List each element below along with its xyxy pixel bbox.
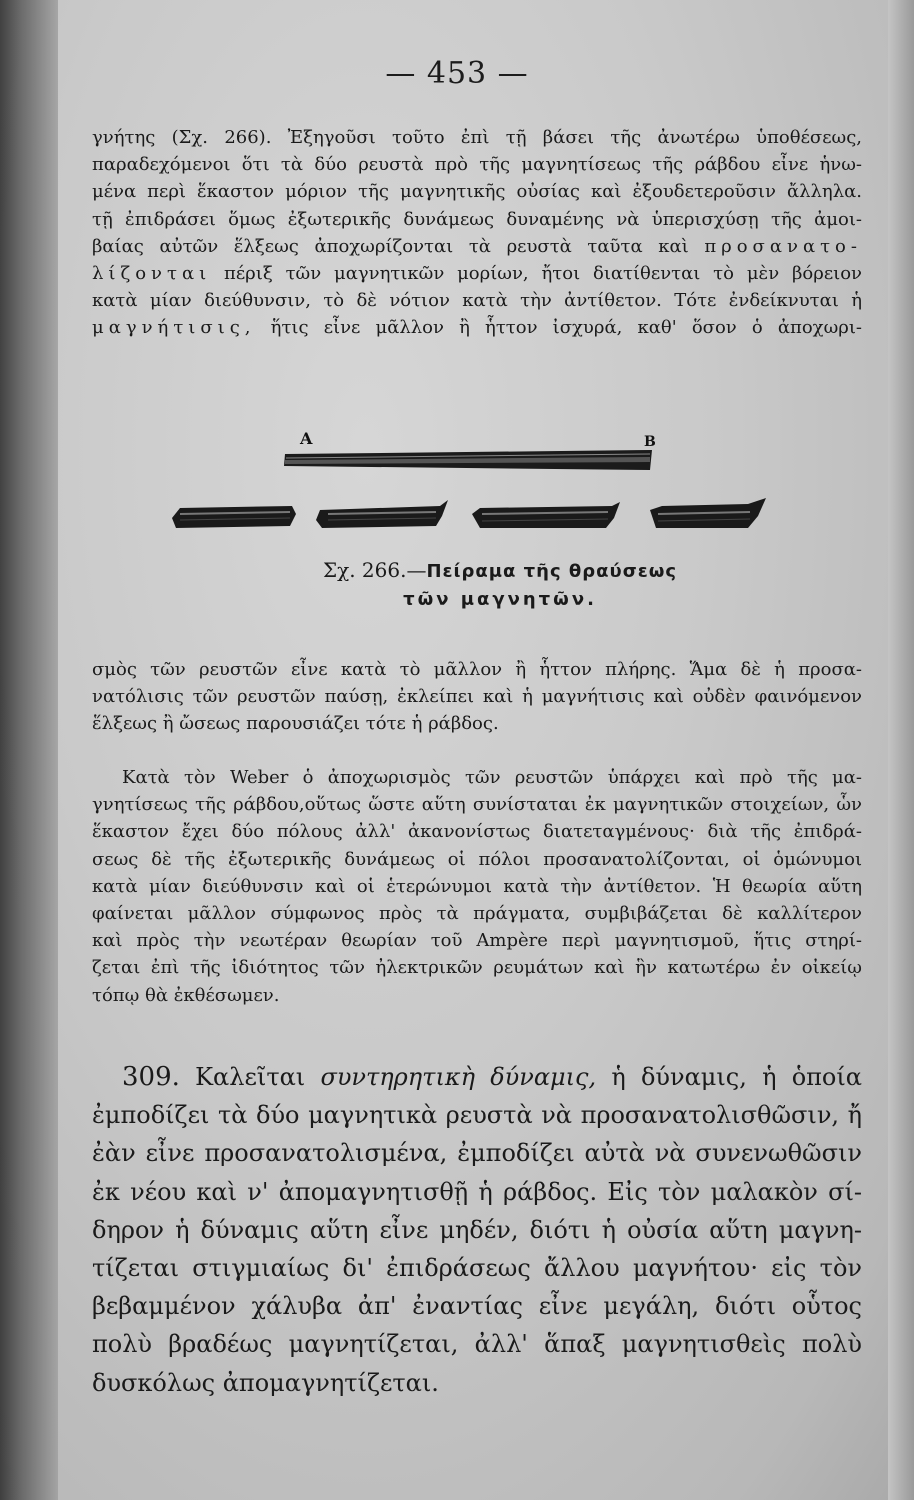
text-line bbox=[92, 260, 862, 287]
text-line: κατὰ μίαν διεύθυνσιν, τὸ δὲ νότιον κατὰ τὴν ἀντίθετον. Τότε ἐνδείκνυται ἡ bbox=[92, 290, 862, 312]
text-line: βεβαμμένον χάλυβα ἀπ' ἐναντίας εἶνε μεγάλη, διότι οὗτος bbox=[92, 1292, 862, 1321]
text-line bbox=[92, 233, 862, 260]
caption-prefix: Σχ. 266.— bbox=[322, 558, 427, 582]
text-line: σμὸς τῶν ρευστῶν εἶνε κατὰ τὸ μᾶλλον ἢ ἧττον πλήρης. Ἅμα δὲ ἡ προσα- bbox=[92, 659, 862, 680]
text-line: πολὺ βραδέως μαγνητίζεται, ἀλλ' ἅπαξ μαγνητισθεὶς πολὺ bbox=[92, 1330, 862, 1359]
whole-magnet-bar bbox=[284, 450, 652, 470]
label-b: B bbox=[644, 434, 656, 450]
label-a: A bbox=[300, 429, 313, 448]
text-line: ἕκαστον ἔχει δύο πόλους ἀλλ' ἀκανονίστως διατεταγμένους· διὰ τῆς ἐπιδρά- bbox=[92, 821, 862, 843]
broken-piece-1 bbox=[172, 506, 296, 528]
text-line: γνήτης (Σχ. 266). Ἐξηγοῦσι τοῦτο ἐπὶ τῇ βάσει τῆς ἀνωτέρω ὑποθέσεως, bbox=[92, 127, 862, 148]
text-segment: ἡ δύναμις, ἡ ὁποία bbox=[611, 1063, 862, 1091]
broken-piece-4 bbox=[650, 498, 766, 528]
text-line: τόπῳ θὰ ἐκθέσωμεν. bbox=[92, 984, 280, 1006]
text-segment: ἥτις εἶνε μᾶλλον ἢ ἧττον ἰσχυρά, καθ' ὅσον ὁ ἀποχωρι- bbox=[270, 317, 862, 339]
spaced-word: λίζονται bbox=[92, 263, 212, 285]
text-line: καὶ πρὸς τὴν νεωτέραν θεωρίαν τοῦ Ampère περὶ μαγνητισμοῦ, ἥτις στηρί- bbox=[92, 930, 862, 952]
page-edge bbox=[888, 0, 914, 1500]
section-number: 309. bbox=[122, 1062, 180, 1092]
text-line: δηρον ἡ δύναμις αὕτη εἶνε μηδέν, διότι ἡ οὐσία αὕτη μαγνη- bbox=[92, 1215, 862, 1244]
text-line: παραδεχόμενοι ὅτι τὰ δύο ρευστὰ πρὸ τῆς μαγνητίσεως τῆς ράβδου εἶνε ἡνω- bbox=[92, 154, 862, 176]
top-paragraph bbox=[92, 124, 862, 342]
text-line: σεως δὲ τῆς ἐξωτερικῆς δυνάμεως οἱ πόλοι προσανατολίζονται, οἱ ὁμώνυμοι bbox=[92, 848, 862, 870]
middle-paragraph bbox=[92, 656, 862, 738]
caption-title: Πείραμα τῆς θραύσεως bbox=[426, 561, 678, 582]
text-line: φαίνεται μᾶλλον σύμφωνος πρὸς τὰ πράγματα, συμβιβάζεται δὲ καλλίτερον bbox=[92, 903, 862, 925]
text-line: ἐὰν εἶνε προσανατολισμένα, ἐμποδίζει αὐτὰ νὰ συνενωθῶσιν bbox=[92, 1139, 862, 1168]
text-segment: βαίας αὐτῶν ἕλξεως ἀποχωρίζονται τὰ ρευστὰ ταῦτα καὶ bbox=[92, 235, 689, 257]
caption-line-2: τῶν μαγνητῶν. bbox=[403, 589, 597, 610]
defined-term: συντηρητικὴ δύναμις, bbox=[320, 1063, 597, 1091]
weber-paragraph bbox=[92, 764, 862, 1009]
text-line: δυσκόλως ἀπομαγνητίζεται. bbox=[92, 1368, 439, 1397]
text-line: μένα περὶ ἕκαστον μόριον τῆς μαγνητικῆς οὐσίας καὶ ἐξουδετεροῦσιν ἄλληλα. bbox=[92, 181, 862, 203]
text-line: νατόλισις τῶν ρευστῶν παύσῃ, ἐκλείπει καὶ ἡ μαγνήτισις καὶ οὐδὲν φαινόμενον bbox=[92, 686, 862, 708]
spaced-word: μαγνήτισις, bbox=[92, 317, 256, 339]
text-line: κατὰ μίαν διεύθυνσιν καὶ οἱ ἑτερώνυμοι κατὰ τὴν ἀντίθετον. Ἡ θεωρία αὕτη bbox=[92, 875, 862, 897]
text-line: τῇ ἐπιδράσει ὅμως ἐξωτερικῆς δυνάμεως δυναμένης νὰ ὑπερισχύσῃ τῆς ἀμοι- bbox=[92, 208, 862, 230]
text-line: τίζεται στιγμιαίως δι' ἐπιδράσεως ἄλλου μαγνήτου· εἰς τὸν bbox=[92, 1254, 862, 1283]
text-line: ἐμποδίζει τὰ δύο μαγνητικὰ ρευστὰ νὰ προσανατολισθῶσιν, ἤ bbox=[92, 1101, 862, 1130]
magnet-figure bbox=[150, 420, 790, 550]
spaced-word: προσανατο- bbox=[704, 235, 862, 257]
text-line: ἕλξεως ἢ ὤσεως παρουσιάζει τότε ἡ ράβδος. bbox=[92, 713, 499, 735]
broken-piece-3 bbox=[472, 502, 620, 528]
broken-piece-2 bbox=[316, 500, 448, 528]
text-line: γνητίσεως τῆς ράβδου,οὕτως ὥστε αὕτη συνίσταται ἐκ μαγνητικῶν στοιχείων, ὧν bbox=[92, 794, 862, 816]
section-309 bbox=[92, 1058, 862, 1402]
text-segment: πέριξ τῶν μαγνητικῶν μορίων, ἤτοι διατίθενται τὸ μὲν βόρειον bbox=[224, 263, 862, 285]
text-line bbox=[92, 314, 862, 341]
page-number: — 453 — bbox=[385, 56, 529, 91]
figure-caption bbox=[240, 556, 760, 614]
caption-line-1 bbox=[240, 556, 760, 586]
text-line: ἐκ νέου καὶ ν' ἀπομαγνητισθῇ ἡ ράβδος. Εἰς τὸν μαλακὸν σί- bbox=[92, 1177, 862, 1206]
text-line: Κατὰ τὸν Weber ὁ ἀποχωρισμὸς τῶν ρευστῶν ὑπάρχει καὶ πρὸ τῆς μα- bbox=[122, 767, 862, 788]
section-lead-word: Καλεῖται bbox=[195, 1063, 306, 1091]
section-heading-line bbox=[92, 1058, 862, 1096]
binding-shadow bbox=[0, 0, 58, 1500]
text-line: ζεται ἐπὶ τῆς ἰδιότητος τῶν ἠλεκτρικῶν ρευμάτων καὶ ἣν κατωτέρω ἐν οἰκείῳ bbox=[92, 957, 862, 979]
